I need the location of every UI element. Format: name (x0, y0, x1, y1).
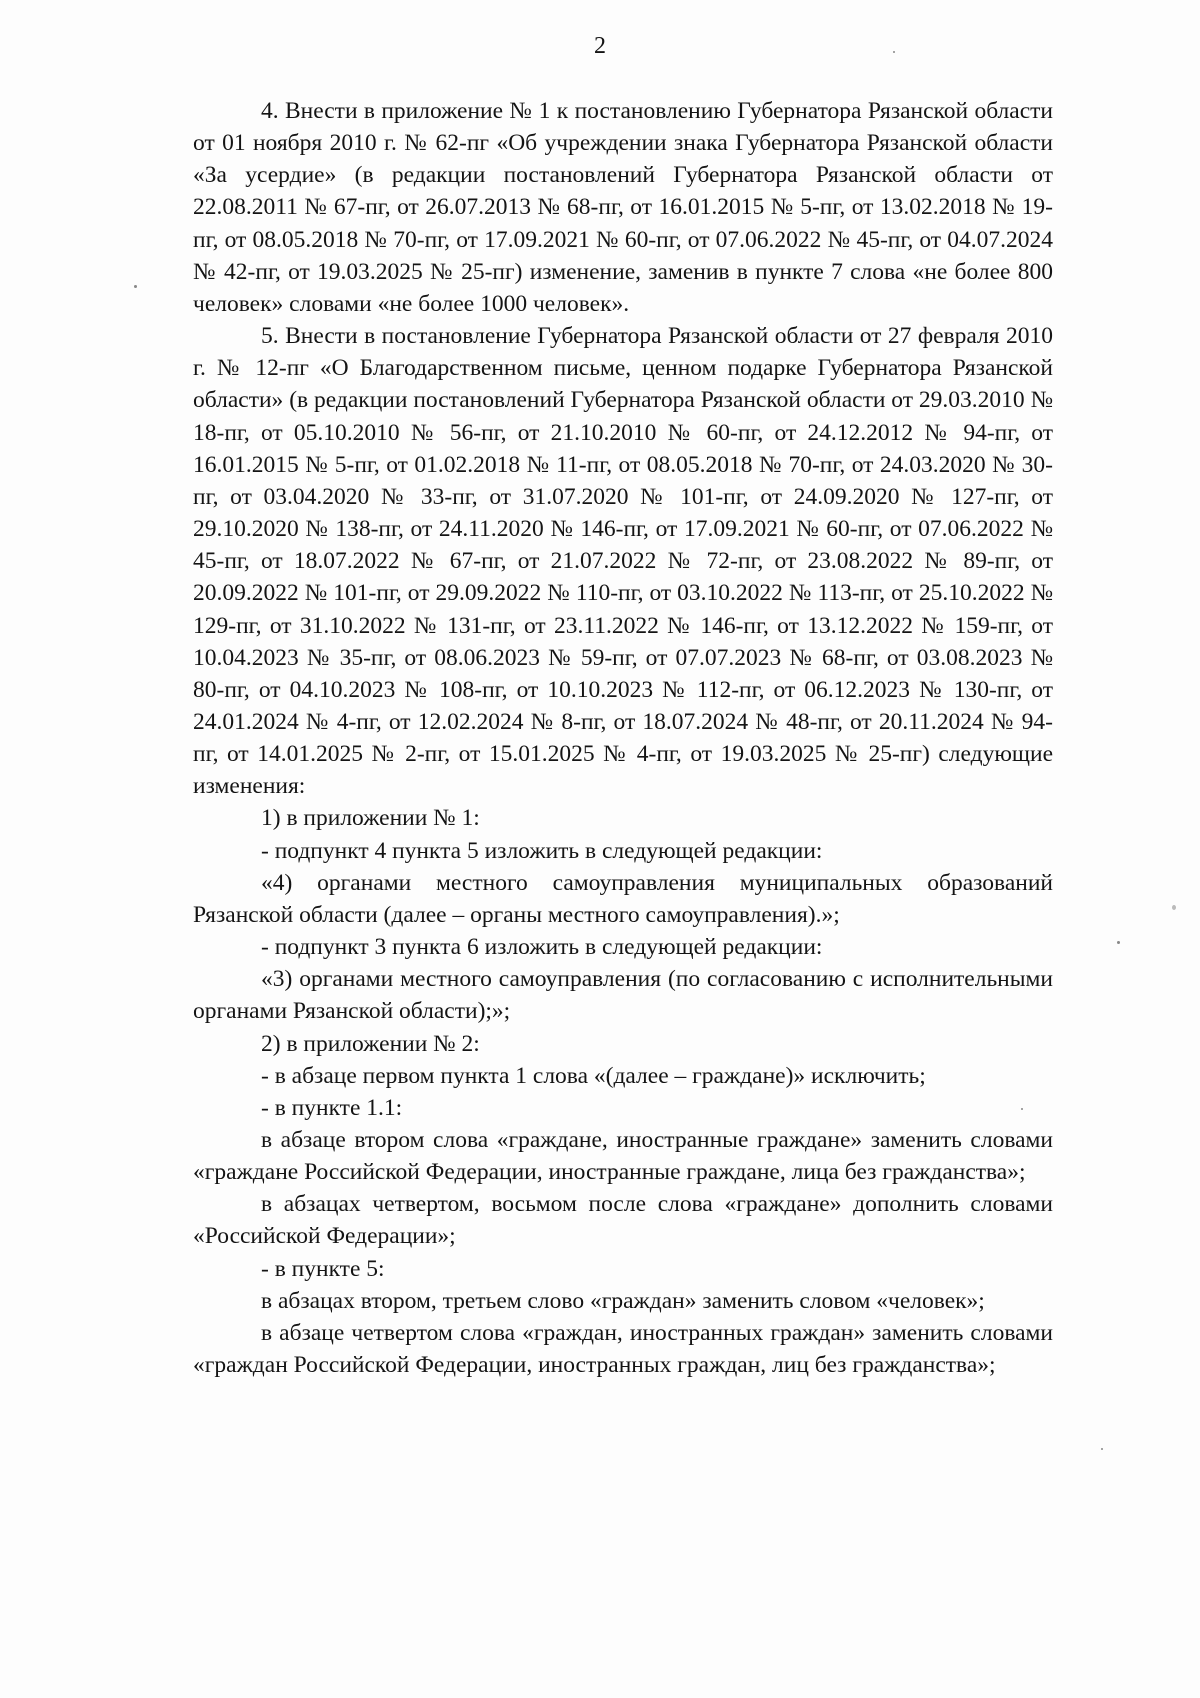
page-number: 2 (594, 33, 606, 59)
quoted-subpoint-3: «3) органами местного самоуправления (по согласованию с исполнительными органами Рязанской области);»; (193, 966, 1053, 1025)
dash-subpoint-4-point-5: - подпункт 4 пункта 5 изложить в следующей редакции: (261, 837, 823, 864)
dash-point-5: - в пункте 5: (261, 1255, 385, 1282)
scan-speck (1021, 1108, 1023, 1110)
paragraph-item-5: 5. Внести в постановление Губернатора Рязанской области от 27 февраля 2010 г. № 12-пг «О Благодарственном письме, ценном подарке Губернатора Рязанской области» (в редакции постановлений Губернатора Рязанской области от 29.03.2010 № 18-пг, от 05.10.2010 № 56-пг, от 21.10.2010 № 60-пг, от 24.12.2012 № 94-пг, от 16.01.2015 № 5-пг, от 01.02.2018 № 11-пг, от 08.05.2018 № 70-пг, от 24.03.2020 № 30-пг, от 03.04.2020 № 33-пг, от 31.07.2020 № 101-пг, от 24.09.2020 № 127-пг, от 29.10.2020 № 138-пг, от 24.11.2020 № 146-пг, от 17.09.2021 № 60-пг, от 07.06.2022 № 45-пг, от 18.07.2022 № 67-пг, от 21.07.2022 № 72-пг, от 23.08.2022 № 89-пг, от 20.09.2022 № 101-пг, от 29.09.2022 № 110-пг, от 03.10.2022 № 113-пг, от 25.10.2022 № 129-пг, от 31.10.2022 № 131-пг, от 23.11.2022 № 146-пг, от 13.12.2022 № 159-пг, от 10.04.2023 № 35-пг, от 08.06.2023 № 59-пг, от 07.07.2023 № 68-пг, от 03.08.2023 № 80-пг, от 04.10.2023 № 108-пг, от 10.10.2023 № 112-пг, от 06.12.2023 № 130-пг, от 24.01.2024 № 4-пг, от 12.02.2024 № 8-пг, от 18.07.2024 № 48-пг, от 20.11.2024 № 94-пг, от 14.01.2025 № 2-пг, от 15.01.2025 № 4-пг, от 19.03.2025 № 25-пг) следующие изменения: (193, 323, 1053, 800)
paragraph-second-third-abzac: в абзацах втором, третьем слово «граждан» заменить словом «человек»; (261, 1287, 985, 1314)
dash-paragraph-1-point-1: - в абзаце первом пункта 1 слова «(далее – граждане)» исключить; (261, 1062, 926, 1089)
quoted-subpoint-4: «4) органами местного самоуправления муниципальных образований Рязанской области (далее – органы местного самоуправления).»; (193, 869, 1053, 928)
paragraph-fourth-eighth-abzac: в абзацах четвертом, восьмом после слова «граждане» дополнить словами «Российской Федерации»; (193, 1191, 1053, 1250)
scan-speck (1101, 1448, 1103, 1450)
scan-speck (893, 51, 895, 53)
scan-speck (1172, 905, 1176, 910)
paragraph-fourth-abzac: в абзаце четвертом слова «граждан, иностранных граждан» заменить словами «граждан Российской Федерации, иностранных граждан, лиц без гражданства»; (193, 1319, 1053, 1379)
document-body (193, 95, 1053, 1381)
dash-subpoint-3-point-6: - подпункт 3 пункта 6 изложить в следующей редакции: (261, 934, 823, 961)
scan-speck (134, 285, 137, 288)
paragraph-item-4: 4. Внести в приложение № 1 к постановлению Губернатора Рязанской области от 01 ноября 2010 г. № 62-пг «Об учреждении знака Губернатора Рязанской области «За усердие» (в редакции постановлений Губернатора Рязанской области от 22.08.2011 № 67-пг, от 26.07.2013 № 68-пг, от 16.01.2015 № 5-пг, от 13.02.2018 № 19-пг, от 08.05.2018 № 70-пг, от 17.09.2021 № 60-пг, от 07.06.2022 № 45-пг, от 04.07.2024 № 42-пг, от 19.03.2025 № 25-пг) изменение, заменив в пункте 7 слова «не более 800 человек» словами «не более 1000 человек». (193, 98, 1053, 317)
paragraph-second-abzac: в абзаце втором слова «граждане, иностранные граждане» заменить словами «граждане Российской Федерации, иностранные граждане, лица без гражданства»; (193, 1127, 1053, 1186)
subitem-appendix-1: 1) в приложении № 1: (261, 805, 480, 832)
dash-point-1-1: - в пункте 1.1: (261, 1094, 403, 1121)
scan-speck (1117, 941, 1120, 944)
subitem-appendix-2: 2) в приложении № 2: (261, 1030, 480, 1057)
